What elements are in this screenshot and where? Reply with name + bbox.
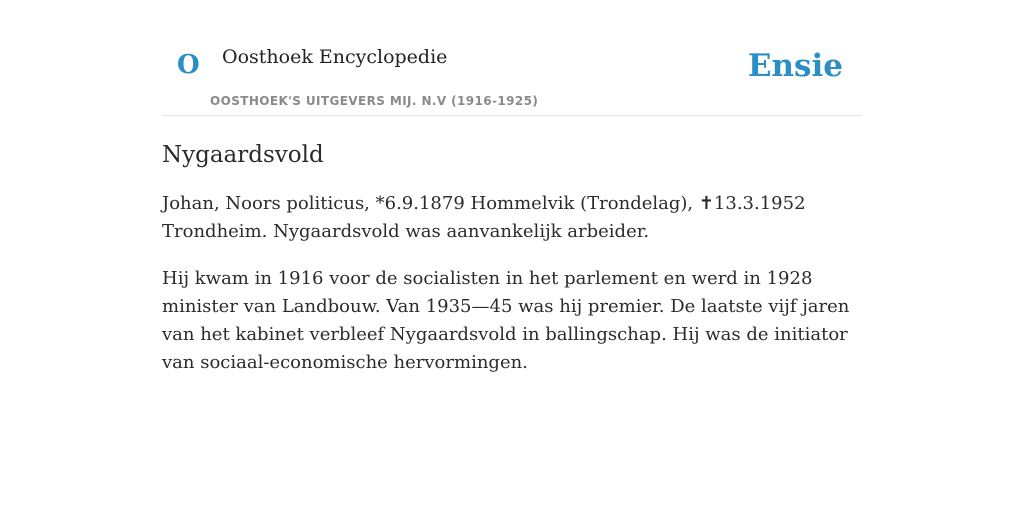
article <box>162 142 862 377</box>
article-paragraph: Johan, Noors politicus, *6.9.1879 Hommelvik (Trondelag), ✝13.3.1952 Trondheim. Nygaardsvold was aanvankelijk arbeider. <box>162 192 806 242</box>
publication-logo[interactable]: O <box>177 50 200 80</box>
publication-header <box>162 0 862 116</box>
article-title: Nygaardsvold <box>162 142 324 168</box>
publisher-line: OOSTHOEK'S UITGEVERS MIJ. N.V (1916-1925) <box>210 94 539 108</box>
publication-title[interactable]: Oosthoek Encyclopedie <box>222 46 448 68</box>
article-paragraph: Hij kwam in 1916 voor de socialisten in het parlement en werd in 1928 minister van Landbouw. Van 1935—45 was hij premier. De laatste vijf jaren van het kabinet verbleef Nygaardsvold in ballingschap. Hij was de initiator van sociaal-economische hervormingen. <box>162 267 850 373</box>
content-container <box>162 0 862 377</box>
ensie-logo[interactable]: Ensie <box>747 48 843 84</box>
